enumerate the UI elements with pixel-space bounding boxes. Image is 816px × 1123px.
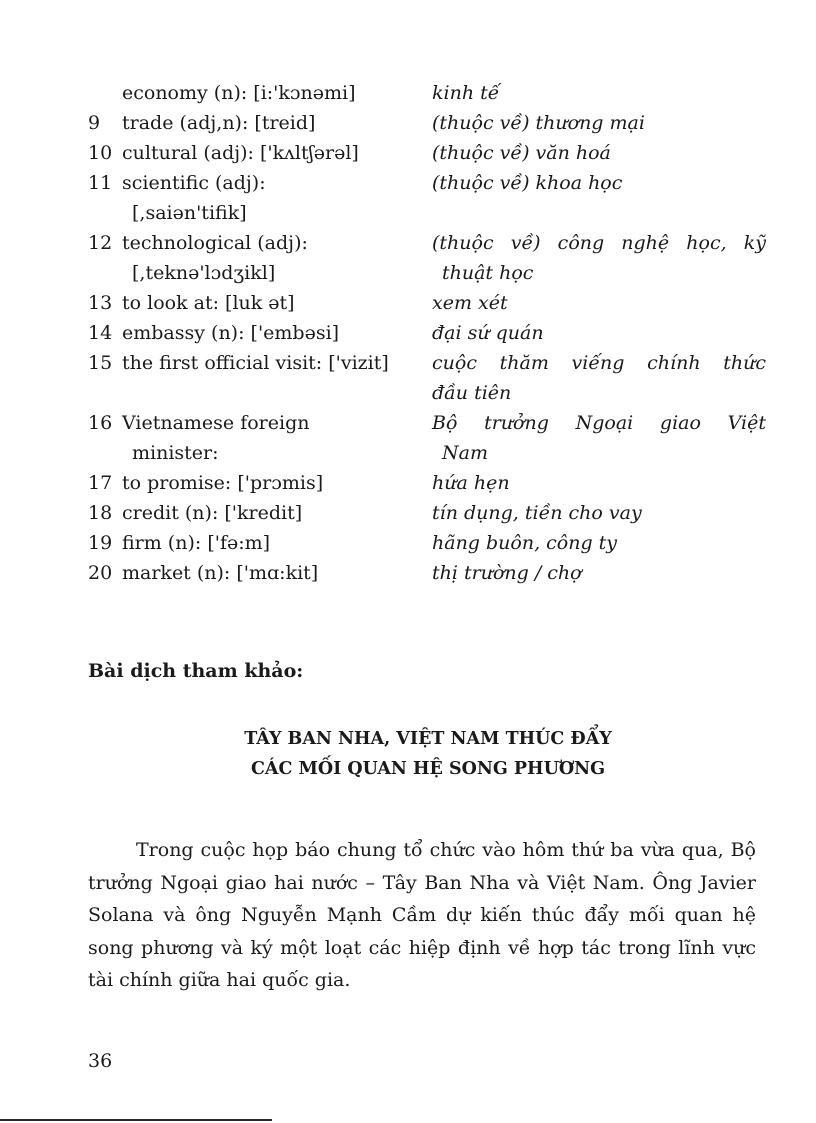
vocab-english: economy (n): [i:'kɔnəmi] xyxy=(122,82,356,104)
vocab-english: market (n): ['mɑ:kit] xyxy=(122,562,319,584)
vocab-number: 20 xyxy=(88,562,113,584)
page-number: 36 xyxy=(88,1050,113,1072)
section-heading: Bài dịch tham khảo: xyxy=(88,660,304,682)
vocab-english: scientific (adj): xyxy=(122,172,266,194)
vocab-row xyxy=(88,348,768,378)
article-title-line-1: TÂY BAN NHA, VIỆT NAM THÚC ĐẨY xyxy=(244,729,612,749)
vocab-number: 15 xyxy=(88,352,113,374)
article-paragraph: Trong cuộc họp báo chung tổ chức vào hôm thứ ba vừa qua, Bộ trưởng Ngoại giao hai nước – Tây Ban Nha và Việt Nam. Ông Javier Solana và ông Nguyễn Mạnh Cầm dự kiến thúc đẩy mối quan hệ song phương và ký một loạt các hiệp định về hợp tác trong lĩnh vực tài chính giữa hai quốc gia. xyxy=(88,839,756,991)
vocab-row xyxy=(88,168,768,198)
vocab-english: technological (adj): xyxy=(122,232,308,254)
vocab-number: 11 xyxy=(88,172,113,194)
vocab-number: 17 xyxy=(88,472,113,494)
vocab-vietnamese: đầu tiên xyxy=(432,382,512,404)
vocab-english: [,teknə'lɔdʒikl] xyxy=(132,262,276,284)
vocab-number: 14 xyxy=(88,322,113,344)
vocab-vietnamese: thuật học xyxy=(442,262,534,284)
vocab-english xyxy=(122,378,432,408)
vocab-number: 13 xyxy=(88,292,113,314)
vocab-english: to look at: [luk ət] xyxy=(122,292,295,314)
vocab-number xyxy=(88,438,122,468)
vocab-row xyxy=(88,528,768,558)
vocab-row xyxy=(88,498,768,528)
vocab-vietnamese: kinh tế xyxy=(432,82,500,104)
vocab-row xyxy=(88,438,768,468)
vocab-english: [,saiən'tifik] xyxy=(132,202,247,224)
vocab-vietnamese: cuộc thăm viếng chính thức xyxy=(432,352,766,374)
vocab-vietnamese: đại sứ quán xyxy=(432,322,544,344)
vocab-english: firm (n): ['fə:m] xyxy=(122,532,271,554)
vocab-english: to promise: ['prɔmis] xyxy=(122,472,324,494)
vocab-vietnamese: (thuộc về) thương mại xyxy=(432,112,645,134)
vocab-english: credit (n): ['kredit] xyxy=(122,502,303,524)
vocab-vietnamese: Nam xyxy=(442,442,488,464)
vocab-vietnamese: hãng buôn, công ty xyxy=(432,532,618,554)
vocab-row xyxy=(88,318,768,348)
vocab-row xyxy=(88,228,768,258)
vocab-vietnamese: (thuộc về) văn hoá xyxy=(432,142,611,164)
vocab-vietnamese: Bộ trưởng Ngoại giao Việt xyxy=(432,412,766,434)
vocab-number: 10 xyxy=(88,142,113,164)
vocabulary-list xyxy=(88,78,768,588)
vocab-vietnamese: thị trường / chợ xyxy=(432,562,582,584)
vocab-row xyxy=(88,408,768,438)
vocab-english: embassy (n): ['embəsi] xyxy=(122,322,340,344)
vocab-row xyxy=(88,138,768,168)
vocab-number xyxy=(88,378,122,408)
vocab-vietnamese xyxy=(442,198,776,228)
vocab-row xyxy=(88,558,768,588)
vocab-row xyxy=(88,468,768,498)
vocab-vietnamese: (thuộc về) công nghệ học, kỹ xyxy=(432,232,766,254)
vocab-english: the first official visit: ['vizit] xyxy=(122,352,389,374)
vocab-number: 16 xyxy=(88,412,113,434)
vocab-row xyxy=(88,378,768,408)
article-title-line-2: CÁC MỐI QUAN HỆ SONG PHƯƠNG xyxy=(250,759,606,779)
vocab-number: 9 xyxy=(88,112,101,134)
page-edge-line xyxy=(0,1119,272,1121)
article-title xyxy=(88,724,768,784)
vocab-vietnamese: hứa hẹn xyxy=(432,472,510,494)
vocab-number xyxy=(88,198,122,228)
vocab-english: Vietnamese foreign xyxy=(122,412,310,434)
vocab-vietnamese: xem xét xyxy=(432,292,508,314)
vocab-row xyxy=(88,78,768,108)
vocab-row xyxy=(88,288,768,318)
vocab-number: 19 xyxy=(88,532,113,554)
vocab-row xyxy=(88,108,768,138)
vocab-english: cultural (adj): ['kʌltʃərəl] xyxy=(122,142,359,164)
vocab-vietnamese: (thuộc về) khoa học xyxy=(432,172,623,194)
vocab-vietnamese: tín dụng, tiền cho vay xyxy=(432,502,642,524)
vocab-number: 18 xyxy=(88,502,113,524)
vocab-number xyxy=(88,258,122,288)
vocab-number: 12 xyxy=(88,232,113,254)
vocab-english: minister: xyxy=(132,442,219,464)
vocab-number xyxy=(88,78,122,108)
vocab-row xyxy=(88,198,768,228)
vocab-row xyxy=(88,258,768,288)
vocab-english: trade (adj,n): [treid] xyxy=(122,112,316,134)
